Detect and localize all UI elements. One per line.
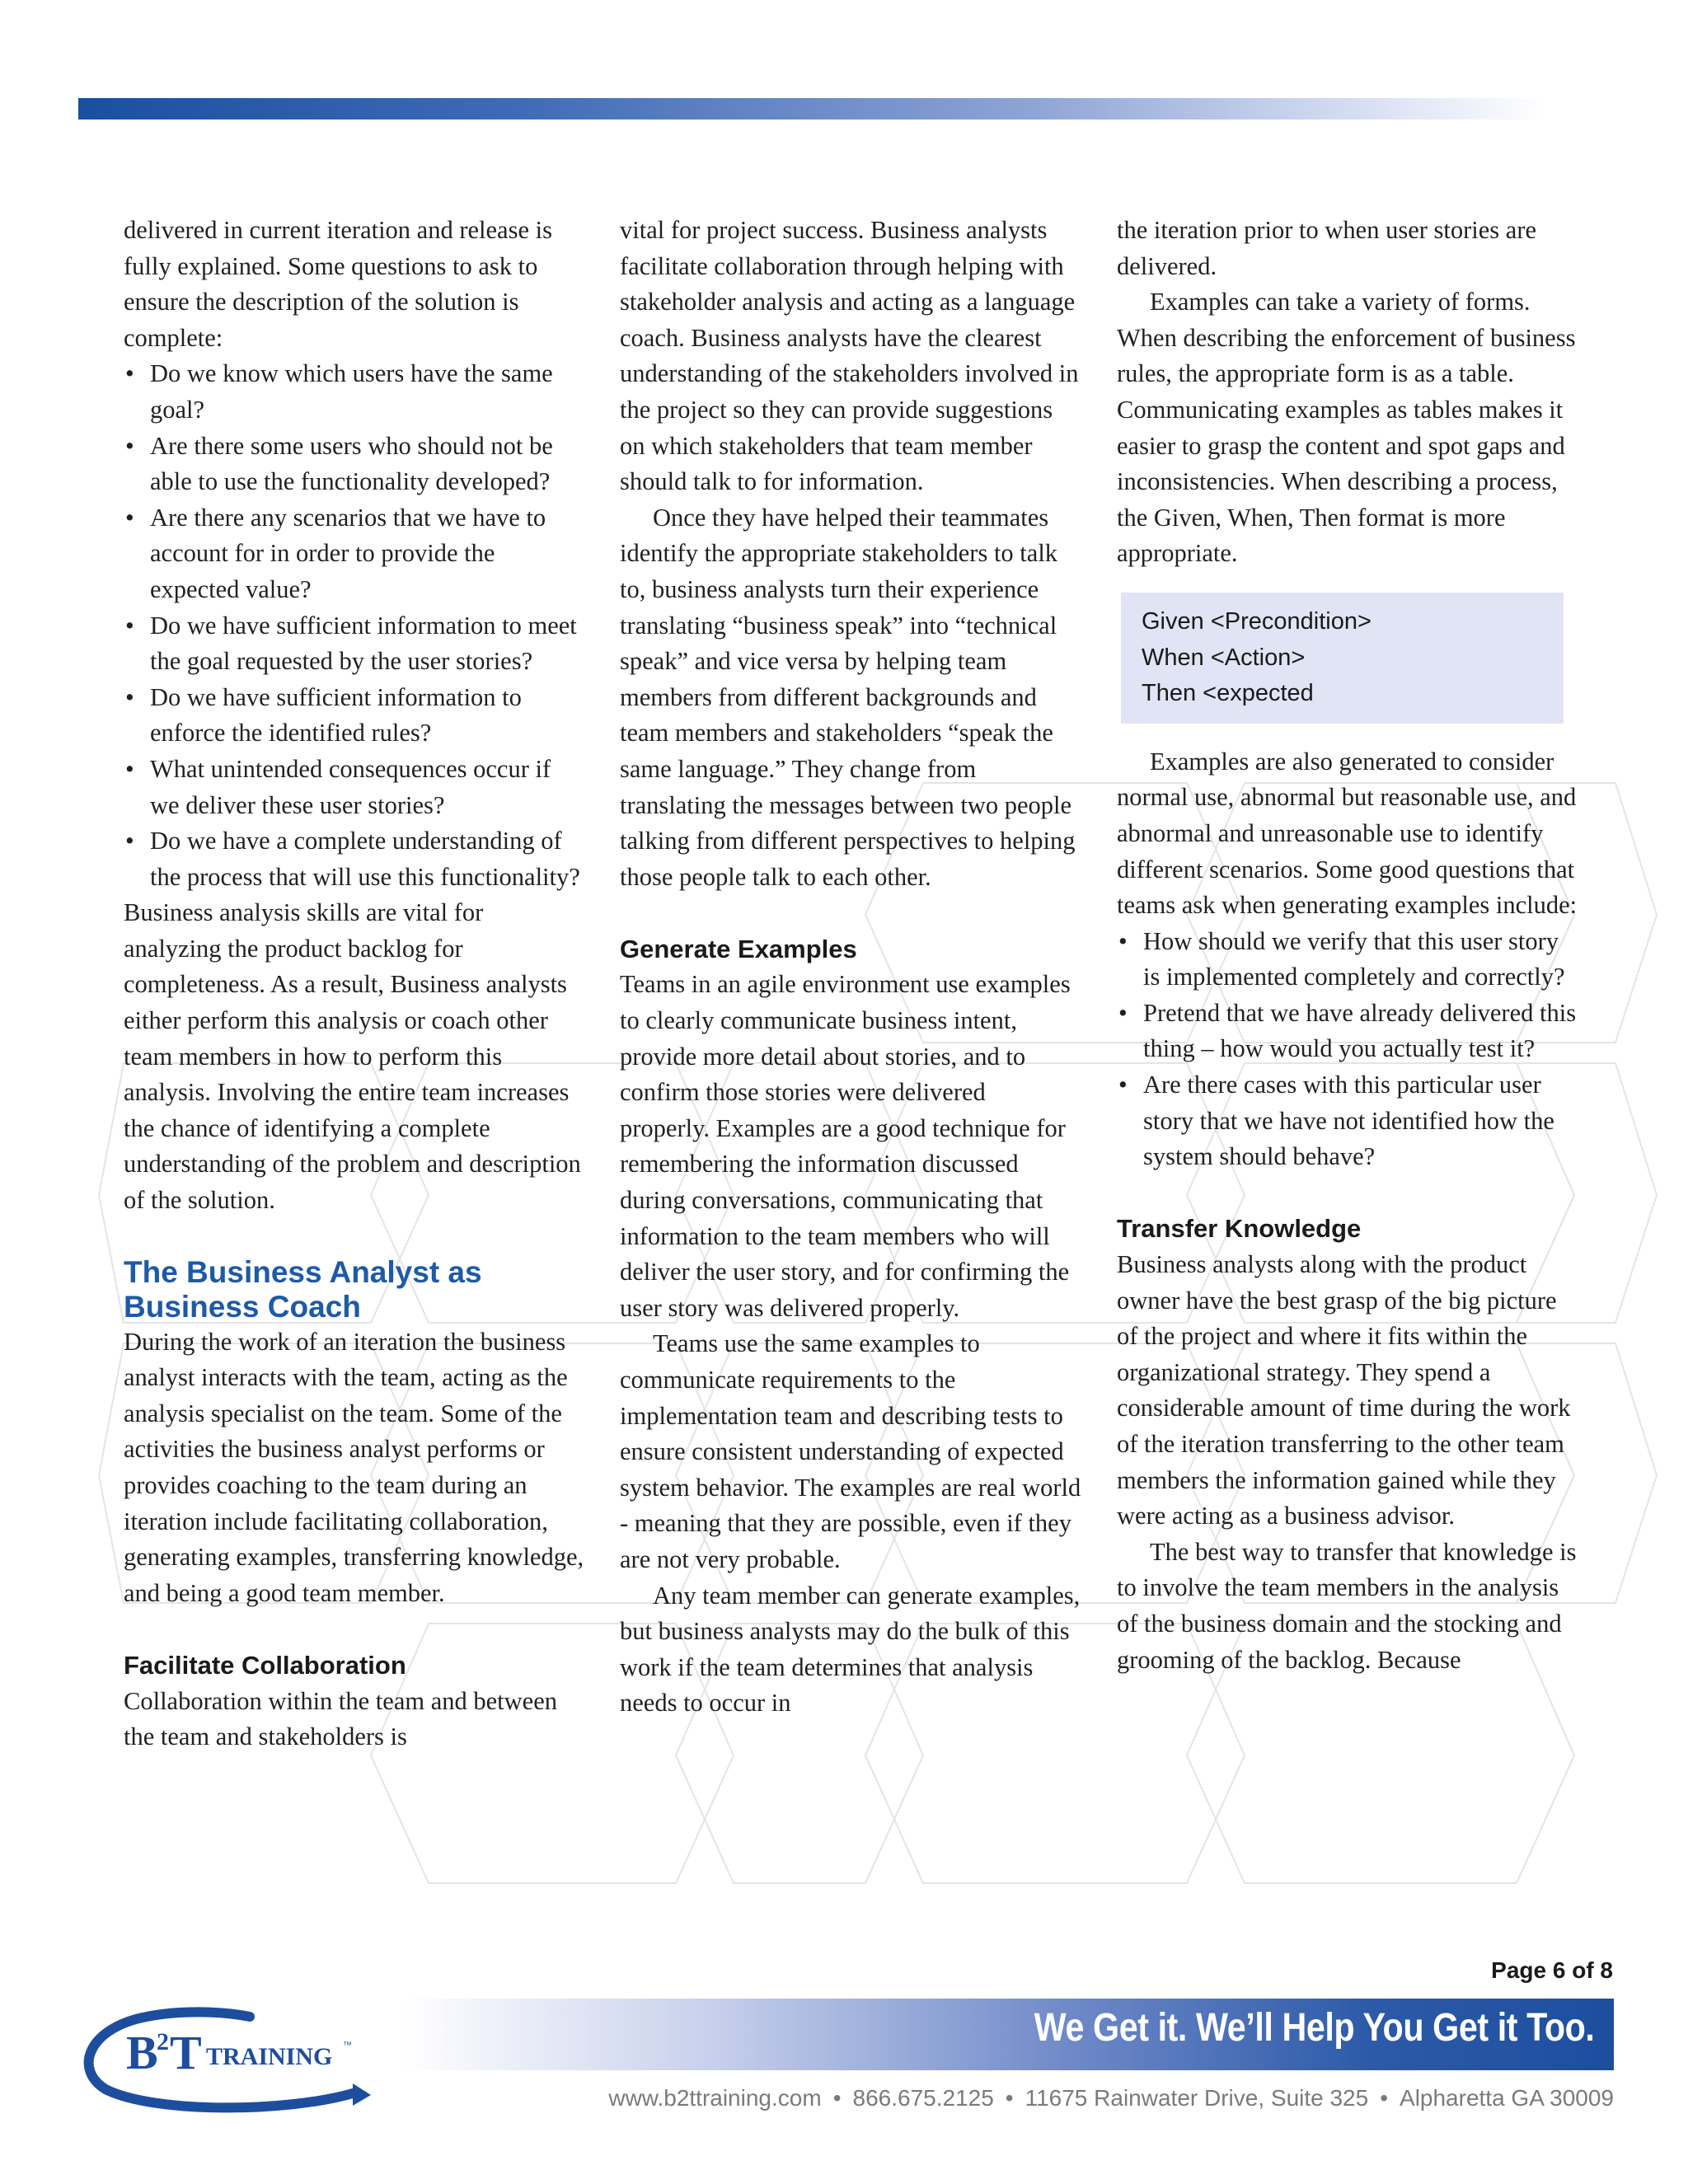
col1-para-after-list: Business analysis skills are vital for analyzing the product backlog for completeness. As a result, Business analysts either perform this analysis or coach other team members in how to perform this analysis. Involving the entire team increases the chance of identifying a complete understanding of the problem and description of the solution.	[124, 898, 581, 1215]
footer-tagline: We Get it. We’ll Help You Get it Too.	[1034, 2006, 1594, 2050]
footer-contact-line	[466, 2085, 1614, 2111]
footer-phone: 866.675.2125	[852, 2085, 994, 2111]
svg-text:B: B	[126, 2026, 158, 2079]
col2-para-1: vital for project success. Business analysts facilitate collaboration through helping with stakeholder analysis and acting as a language coach. Business analysts have the clearest understanding of the stakeholders involved in the project so they can provide suggestions on which stakeholders that team member should talk to for information.	[620, 216, 1079, 496]
list-item: • Pretend that we have already delivered this thing – how would you actually test it?	[1117, 996, 1578, 1067]
footer-address: 11675 Rainwater Drive, Suite 325	[1025, 2085, 1369, 2111]
col2-para-4: Teams use the same examples to communicate requirements to the implementation team and describing tests to ensure consistent understanding of expected system behavior. The examples are real world - meaning that they are possible, even if they are not very probable.	[620, 1329, 1081, 1573]
col1-intro: delivered in current iteration and release is fully explained. Some questions to ask to ensure the description of the solution is complete:	[124, 216, 552, 352]
col1-collab-para: Collaboration within the team and between the team and stakeholders is	[124, 1686, 557, 1751]
code-line: Given <Precondition>	[1142, 607, 1372, 635]
column-3	[1117, 213, 1578, 1678]
column-1	[124, 213, 585, 1755]
svg-text:T: T	[170, 2026, 202, 2079]
footer-tagline-bar	[404, 1999, 1614, 2070]
list-item: • Do we have sufficient information to meet the goal requested by the user stories?	[124, 608, 585, 680]
section-heading-business-coach: The Business Analyst as Business Coach	[124, 1254, 482, 1324]
code-line: Then <expected	[1142, 680, 1314, 707]
code-line: When <Action>	[1142, 644, 1306, 671]
list-item: • Do we know which users have the same goal?	[124, 356, 585, 428]
given-when-then-box	[1121, 593, 1564, 724]
col1-coach-para: During the work of an iteration the business analyst interacts with the team, acting as the analysis specialist on the team. Some of the activities the business analyst performs or provides coaching to the team during an iteration include facilitating collaboration, generating examples, transferring knowledge, and being a good team member.	[124, 1327, 584, 1607]
svg-text:2: 2	[157, 2028, 169, 2055]
footer-website: www.b2ttraining.com	[608, 2085, 822, 2111]
col2-para-5: Any team member can generate examples, but business analysts may do the bulk of this work if the team determines that analysis needs to occur in	[620, 1581, 1081, 1718]
col3-para-4: Business analysts along with the product owner have the best grasp of the big picture of the project and where it fits within the organizational strategy. They spend a considerable amount of time during the work of the iteration transferring to the other team members the information gained while they were acting as a business advisor.	[1117, 1250, 1571, 1530]
svg-text:TRAINING: TRAINING	[206, 2043, 333, 2070]
svg-text:™: ™	[343, 2041, 352, 2050]
b2t-training-logo	[81, 1999, 377, 2114]
separator-dot: •	[832, 2085, 842, 2111]
subheading-transfer-knowledge: Transfer Knowledge	[1117, 1214, 1362, 1244]
list-item: • Are there cases with this particular user story that we have not identified how the system should behave?	[1117, 1067, 1578, 1175]
list-item: • What unintended consequences occur if we deliver these user stories?	[124, 752, 585, 823]
subheading-facilitate-collaboration: Facilitate Collaboration	[124, 1650, 406, 1680]
page-number: Page 6 of 8	[1491, 1957, 1613, 1983]
col3-para-2: Examples can take a variety of forms. When describing the enforcement of business rules, the appropriate form is as a table. Communicating examples as tables makes it easier to grasp the content and spot gaps and inconsistencies. When describing a process, the Given, When, Then format is more appropriate.	[1117, 288, 1576, 568]
separator-dot: •	[1005, 2085, 1014, 2111]
col2-para-3: Teams in an agile environment use examples to clearly communicate business intent, provide more detail about stories, and to confirm those stories were delivered properly. Examples are a good technique for remembering the information discussed during conversations, communicating that information to the team members who will deliver the user story, and for confirming the user story was delivered properly.	[620, 970, 1071, 1322]
list-item: • Do we have a complete understanding of the process that will use this functionality?	[124, 823, 585, 895]
subheading-generate-examples: Generate Examples	[620, 934, 857, 963]
col3-para-1: the iteration prior to when user stories are delivered.	[1117, 216, 1537, 280]
list-item: • Are there some users who should not be able to use the functionality developed?	[124, 429, 585, 500]
column-2	[620, 213, 1081, 1722]
col3-para-3: Examples are also generated to consider normal use, abnormal but reasonable use, and abnormal and unreasonable use to identify different scenarios. Some good questions that teams ask when generating examples include:	[1117, 747, 1578, 920]
list-item: • Are there any scenarios that we have to account for in order to provide the expected value?	[124, 500, 585, 608]
separator-dot: •	[1380, 2085, 1389, 2111]
col3-para-5: The best way to transfer that knowledge is to involve the team members in the analysis of the business domain and the stocking and grooming of the backlog. Because	[1117, 1537, 1577, 1674]
col3-question-list	[1117, 924, 1578, 1175]
footer-city: Alpharetta GA 30009	[1400, 2085, 1614, 2111]
col1-question-list	[124, 356, 585, 895]
list-item: • Do we have sufficient information to enforce the identified rules?	[124, 680, 585, 752]
list-item: • How should we verify that this user story is implemented completely and correctly?	[1117, 924, 1578, 996]
header-gradient-bar	[78, 98, 1545, 120]
col2-para-2: Once they have helped their teammates identify the appropriate stakeholders to talk to, business analysts turn their experience translating “business speak” into “technical speak” and vice versa by helping team members from different backgrounds and team members and stakeholders “speak the same language.” They change from translating the messages between two people talking from different perspectives to helping those people talk to each other.	[620, 503, 1076, 891]
